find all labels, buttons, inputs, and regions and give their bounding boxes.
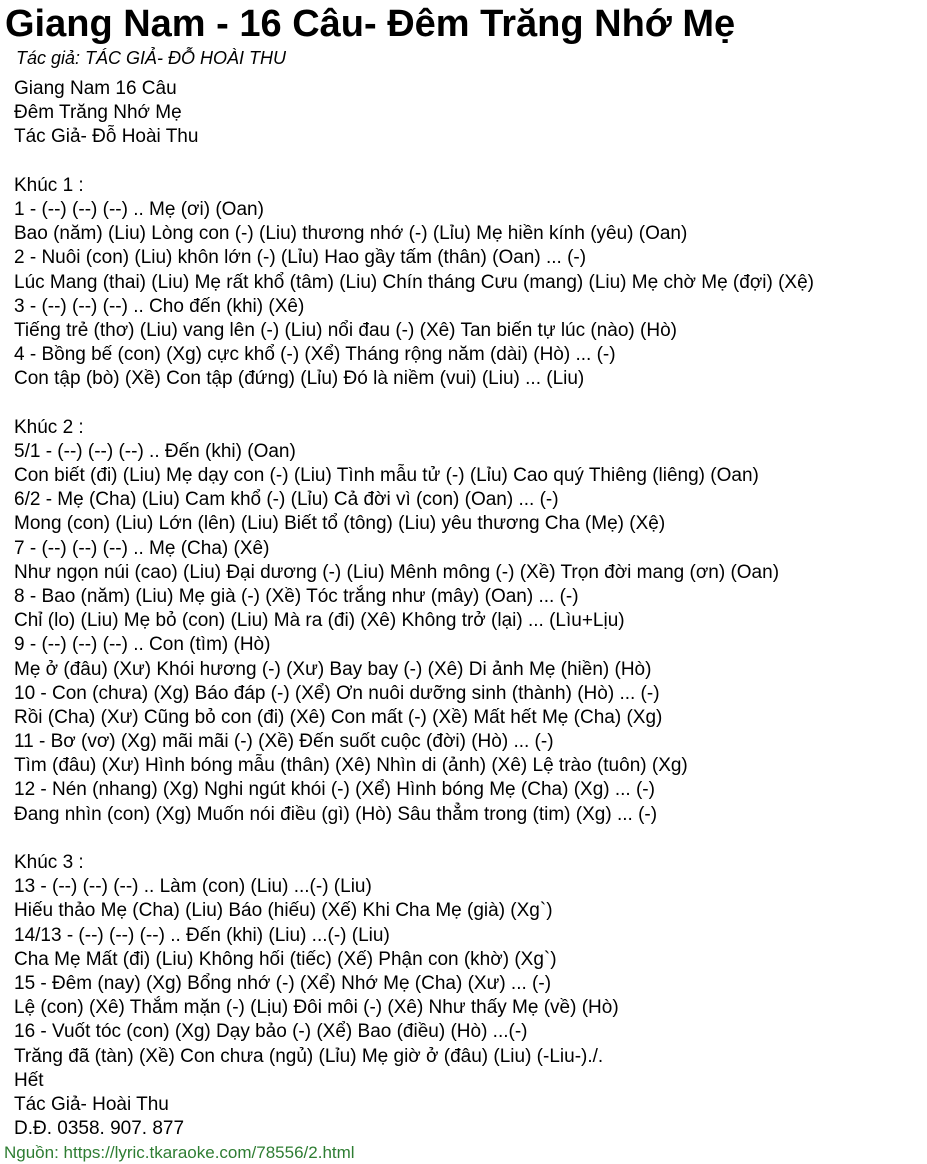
lyric-line: Mẹ ở (đâu) (Xư) Khói hương (-) (Xư) Bay bay (-) (Xê) Di ảnh Mẹ (hiền) (Hò) (14, 658, 652, 680)
lyric-line: Khúc 3 : (14, 852, 84, 873)
lyric-line: 11 - Bơ (vơ) (Xg) mãi mãi (-) (Xề) Đến suốt cuộc (đời) (Hò) ... (-) (14, 731, 554, 753)
lyric-line: 8 - Bao (năm) (Liu) Mẹ già (-) (Xề) Tóc trắng như (mây) (Oan) ... (-) (14, 585, 579, 607)
lyric-line: Đang nhìn (con) (Xg) Muốn nói điều (gì) (Hò) Sâu thẳm trong (tim) (Xg) ... (-) (14, 803, 658, 825)
lyric-line: Như ngọn núi (cao) (Liu) Đại dương (-) (Liu) Mênh mông (-) (Xề) Trọn đời mang (ơn) (Oan) (14, 561, 780, 583)
source-link[interactable]: Nguồn: https://lyric.tkaraoke.com/78556/2.html (4, 1143, 355, 1162)
lyric-line: Con biết (đi) (Liu) Mẹ dạy con (-) (Liu) Tình mẫu tử (-) (Lỉu) Cao quý Thiêng (liêng) (Oan) (14, 465, 759, 486)
lyric-line: Hiếu thảo Mẹ (Cha) (Liu) Báo (hiếu) (Xế) Khi Cha Mẹ (già) (Xg`) (14, 900, 553, 922)
lyric-line: Mong (con) (Liu) Lớn (lên) (Liu) Biết tổ (tông) (Liu) yêu thương Cha (Mẹ) (Xệ) (14, 513, 666, 535)
lyric-line: 3 - (--) (--) (--) .. Cho đến (khi) (Xê) (14, 295, 305, 317)
lyric-line: Giang Nam 16 Câu (14, 78, 177, 99)
lyric-line: 7 - (--) (--) (--) .. Mẹ (Cha) (Xê) (14, 537, 270, 559)
lyric-line: Lúc Mang (thai) (Liu) Mẹ rất khổ (tâm) (Liu) Chín tháng Cưu (mang) (Liu) Mẹ chờ Mẹ (đợi) (Xệ) (14, 271, 815, 293)
author-line: Tác giả: TÁC GIẢ- ĐỖ HOÀI THU (16, 48, 287, 68)
lyric-line: Chỉ (lo) (Liu) Mẹ bỏ (con) (Liu) Mà ra (đi) (Xê) Không trở (lại) ... (Lìu+Lịu) (14, 610, 625, 632)
lyric-line: Hết (14, 1069, 44, 1091)
lyric-line: Lệ (con) (Xê) Thắm mặn (-) (Lịu) Đôi môi (-) (Xê) Như thấy Mẹ (về) (Hò) (14, 997, 619, 1019)
lyric-line: Tiếng trẻ (thơ) (Liu) vang lên (-) (Liu) nổi đau (-) (Xê) Tan biến tự lúc (nào) (Hò) (14, 319, 677, 341)
lyric-line: Tác Giả- Hoài Thu (14, 1093, 169, 1115)
lyric-line: Khúc 2 : (14, 416, 84, 438)
lyric-line: 6/2 - Mẹ (Cha) (Liu) Cam khổ (-) (Lỉu) Cả đời vì (con) (Oan) ... (-) (14, 489, 559, 511)
blank-line (14, 150, 919, 174)
lyric-line: D.Đ. 0358. 907. 877 (14, 1118, 185, 1140)
lyric-line: 5/1 - (--) (--) (--) .. Đến (khi) (Oan) (14, 440, 296, 462)
lyric-line: Khúc 1 : (14, 174, 84, 196)
lyric-line: 10 - Con (chưa) (Xg) Báo đáp (-) (Xể) Ơn nuôi dưỡng sinh (thành) (Hò) ... (-) (14, 682, 660, 704)
lyric-line: 2 - Nuôi (con) (Liu) khôn lớn (-) (Lỉu) Hao gầy tấm (thân) (Oan) ... (-) (14, 247, 587, 269)
lyric-line: Cha Mẹ Mất (đi) (Liu) Không hối (tiếc) (Xế) Phận con (khờ) (Xg`) (14, 948, 557, 970)
lyrics-body (14, 77, 919, 1141)
lyric-line: 9 - (--) (--) (--) .. Con (tìm) (Hò) (14, 634, 271, 656)
lyric-line: Trăng đã (tàn) (Xề) Con chưa (ngủ) (Lỉu) Mẹ giờ ở (đâu) (Liu) (-Liu-)./. (14, 1045, 604, 1067)
lyric-line: Tìm (đâu) (Xư) Hình bóng mẫu (thân) (Xê) Nhìn di (ảnh) (Xê) Lệ trào (tuôn) (Xg) (14, 755, 688, 777)
lyric-line: Rồi (Cha) (Xư) Cũng bỏ con (đi) (Xê) Con mất (-) (Xề) Mất hết Mẹ (Cha) (Xg) (14, 706, 663, 728)
lyric-line: 13 - (--) (--) (--) .. Làm (con) (Liu) ...(-) (Liu) (14, 876, 372, 898)
lyric-line: Tác Giả- Đỗ Hoài Thu (14, 126, 199, 148)
lyric-line: 14/13 - (--) (--) (--) .. Đến (khi) (Liu) ...(-) (Liu) (14, 924, 390, 946)
blank-line (14, 827, 919, 851)
lyric-line: Con tập (bò) (Xề) Con tập (đứng) (Lỉu) Đó là niềm (vui) (Liu) ... (Liu) (14, 368, 585, 390)
blank-line (14, 391, 919, 415)
lyric-line: Bao (năm) (Liu) Lòng con (-) (Liu) thương nhớ (-) (Lỉu) Mẹ hiền kính (yêu) (Oan) (14, 223, 688, 245)
lyric-line: 1 - (--) (--) (--) .. Mẹ (ơi) (Oan) (14, 198, 264, 220)
lyric-line: 16 - Vuốt tóc (con) (Xg) Dạy bảo (-) (Xể) Bao (điều) (Hò) ...(-) (14, 1021, 528, 1043)
lyric-line: 12 - Nén (nhang) (Xg) Nghi ngút khói (-) (Xể) Hình bóng Mẹ (Cha) (Xg) ... (-) (14, 779, 655, 801)
lyric-line: 15 - Đêm (nay) (Xg) Bổng nhớ (-) (Xể) Nhớ Mẹ (Cha) (Xư) ... (-) (14, 972, 552, 994)
lyric-line: 4 - Bồng bế (con) (Xg) cực khổ (-) (Xể) Tháng rộng năm (dài) (Hò) ... (-) (14, 344, 616, 366)
page-title: Giang Nam - 16 Câu- Đêm Trăng Nhớ Mẹ (5, 3, 736, 45)
lyric-line: Đêm Trăng Nhớ Mẹ (14, 102, 182, 124)
